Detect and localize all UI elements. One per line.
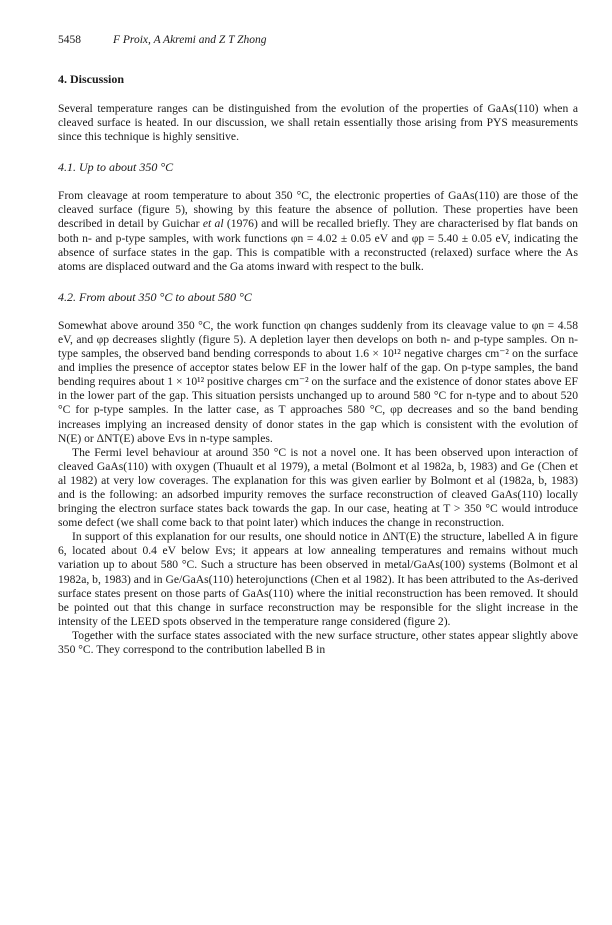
running-head (58, 34, 578, 50)
subsection-4-2-paragraph-1: Somewhat above around 350 °C, the work function φn changes suddenly from its cleavage value to φn = 4.58 eV, and φp decreases slightly (figure 5). A depletion layer then develops on both n- and p-type samples. On n-type samples, the observed band bending corresponds to about 1.6 × 10¹² negative charges cm⁻² on the surface and implies the presence of acceptor states below EF in the lower half of the gap. On p-type samples, the band bending requires about 1 × 10¹² positive charges cm⁻² on the surface and the existence of donor states above EF in the lower part of the gap. This situation persists unchanged up to around 580 °C for n-type and to about 520 °C for p-type samples. In the latter case, as T approaches 580 °C, φp decreases and so the band bending increases implying an increased density of donor states in the gap which is consistent with the evolution of N(E) or ΔNT(E) above Evs in n-type samples. (58, 318, 578, 445)
page (58, 34, 578, 657)
subsection-4-2-paragraph-4: Together with the surface states associated with the new surface structure, other states appear slightly above 350 °C. They correspond to the contribution labelled B in (58, 628, 578, 656)
paragraph-text: From cleavage at room temperature to about 350 °C, the electronic properties of GaAs(110) are those of the cleaved surface (figure 5), showing by this feature the absence of pollution. These properties have been described in detail by Guichar (58, 189, 578, 231)
page-number: 5458 (58, 34, 81, 46)
section-heading: 4. Discussion (58, 72, 125, 86)
subsection-heading-4-1: 4.1. Up to about 350 °C (58, 160, 174, 175)
running-head-authors: F Proix, A Akremi and Z T Zhong (113, 34, 267, 46)
subsection-heading-4-2: 4.2. From about 350 °C to about 580 °C (58, 289, 252, 304)
subsection-4-2-paragraph-3: In support of this explanation for our results, one should notice in ΔNT(E) the structure, labelled A in figure 6, located about 0.4 eV below Evs; it appears at low annealing temperatures and remains without much variation up to about 580 °C. Such a structure has been observed in metal/GaAs(100) systems (Bolmont et al 1982a, b, 1983) and in Ge/GaAs(110) heterojunctions (Chen et al 1982). It has been attributed to the As-derived surface states present on those parts of GaAs(110) where the initial reconstruction has been removed. It should be pointed out that this change in surface reconstruction may be responsible for the slight increase in the intensity of the LEED spots observed in the temperature range considered (figure 2). (58, 530, 578, 628)
section-intro-paragraph: Several temperature ranges can be distinguished from the evolution of the properties of GaAs(110) when a cleaved surface is heated. In our discussion, we shall retain essentially those arising from PYS measurements since this technique is highly sensitive. (58, 102, 578, 144)
subsection-4-2-paragraph-2: The Fermi level behaviour at around 350 °C is not a novel one. It has been observed upon interaction of cleaved GaAs(110) with oxygen (Thuault et al 1979), a metal (Bolmont et al 1982a, b, 1983) and Ge (Chen et al 1982) at very low coverages. The explanation for this was given earlier by Bolmont et al (1982a, b, 1983) and is the following: an adsorbed impurity removes the surface reconstruction of cleaved GaAs(110) locally bringing the electron surface states back towards the gap. In our case, heating at T > 350 °C would introduce some defect (we shall come back to that point later) which induces the change in reconstruction. (58, 445, 578, 530)
paragraph-italic: et al (202, 217, 224, 231)
paragraph-text: (1976) and will be recalled briefly. They are characterised by flat bands on both n- and p-type samples, with work functions φn = 4.02 ± 0.05 eV and φp = 5.40 ± 0.05 eV, indicating the absence of surface states in the gap. This is compatible with a reconstructed (relaxed) surface where the As atoms are displaced outward and the Ga atoms inward with respect to the bulk. (58, 217, 578, 273)
subsection-4-1-paragraph (58, 189, 578, 274)
